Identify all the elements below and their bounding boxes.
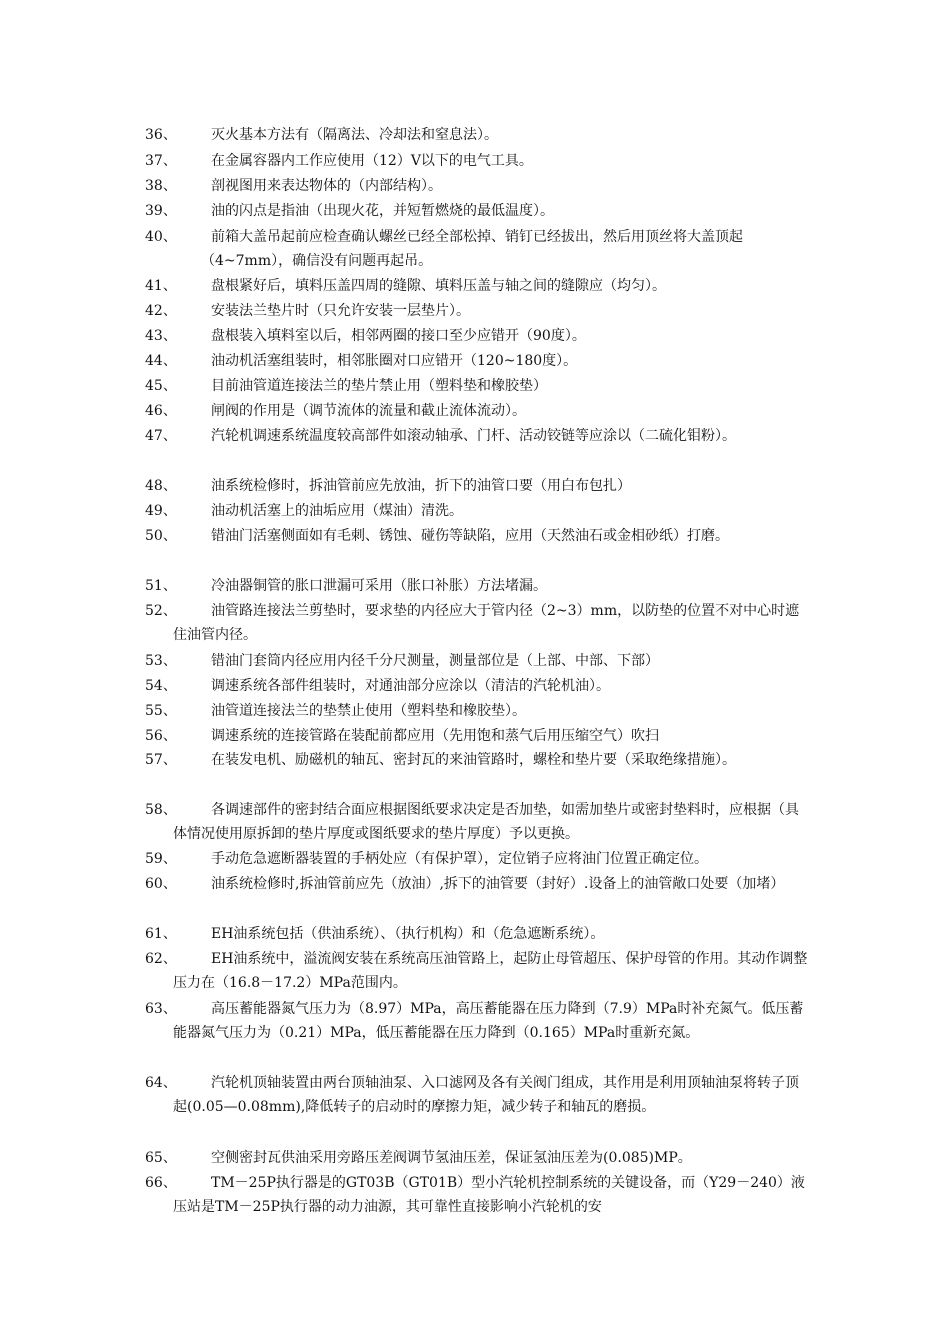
list-item	[145, 1147, 810, 1171]
item-text: 盘根装入填料室以后，相邻两圈的接口至少应错开（90度）。	[211, 328, 586, 344]
item-text: 目前油管道连接法兰的垫片禁止用（塑料垫和橡胶垫）	[211, 378, 547, 394]
list-item	[145, 799, 810, 846]
item-text: 调速系统的连接管路在装配前都应用（先用饱和蒸气后用压缩空气）吹扫	[211, 728, 659, 744]
item-text: 油管路连接法兰剪垫时，要求垫的内径应大于管内径（2~3）mm，以防垫的位置不对中心时遮住油管内径。	[173, 603, 800, 643]
item-number: 65、	[145, 1150, 177, 1166]
item-number: 41、	[145, 278, 177, 294]
list-item	[145, 923, 810, 947]
item-number: 56、	[145, 728, 177, 744]
item-text: 油系统检修时,拆油管前应先（放油）,拆下的油管要（封好）.设备上的油管敞口处要（加堵）	[211, 876, 785, 892]
list-item	[145, 400, 810, 424]
item-number: 63、	[145, 1001, 177, 1017]
item-text: 剖视图用来表达物体的（内部结构）。	[211, 178, 442, 194]
item-number: 44、	[145, 353, 177, 369]
list-item	[145, 1172, 810, 1219]
list-item	[145, 650, 810, 674]
item-text: 错油门套筒内径应用内径千分尺测量，测量部位是（上部、中部、下部）	[211, 653, 659, 669]
list-item	[145, 948, 810, 995]
list-item	[145, 175, 810, 199]
item-text: 闸阀的作用是（调节流体的流量和截止流体流动）。	[211, 403, 526, 419]
list-item	[145, 375, 810, 399]
item-text: 盘根紧好后，填料压盖四周的缝隙、填料压盖与轴之间的缝隙应（均匀）。	[211, 278, 666, 294]
list-item	[145, 475, 810, 499]
item-text: EH油系统中，溢流阀安装在系统高压油管路上，起防止母管超压、保护母管的作用。其动作调整压力在（16.8－17.2）MPa范围内。	[173, 951, 808, 991]
item-text: 在金属容器内工作应使用（12）V以下的电气工具。	[211, 153, 533, 169]
item-text: 冷油器铜管的胀口泄漏可采用（胀口补胀）方法堵漏。	[211, 578, 547, 594]
list-item	[145, 350, 810, 374]
item-number: 61、	[145, 926, 177, 942]
item-number: 52、	[145, 603, 177, 619]
item-number: 62、	[145, 951, 177, 967]
item-number: 38、	[145, 178, 177, 194]
item-number: 57、	[145, 752, 177, 768]
item-number: 55、	[145, 703, 177, 719]
item-number: 39、	[145, 203, 177, 219]
list-item	[145, 575, 810, 599]
item-number: 40、	[145, 229, 177, 245]
list-item	[145, 725, 810, 749]
item-text: 空侧密封瓦供油采用旁路压差阀调节氢油压差，保证氢油压差为(0.085)MP。	[211, 1150, 692, 1166]
list-item	[145, 425, 810, 449]
item-text: 油管道连接法兰的垫禁止使用（塑料垫和橡胶垫）。	[211, 703, 526, 719]
item-number: 37、	[145, 153, 177, 169]
list-item	[145, 525, 810, 549]
list-item	[145, 226, 810, 273]
item-number: 43、	[145, 328, 177, 344]
item-text: TM－25P执行器是的GT03B（GT01B）型小汽轮机控制系统的关键设备，而（Y29－240）液压站是TM－25P执行器的动力油源，其可靠性直接影响小汽轮机的安	[173, 1175, 805, 1215]
item-text: 调速系统各部件组装时，对通油部分应涂以（清洁的汽轮机油）。	[211, 678, 610, 694]
list-item	[145, 275, 810, 299]
item-text: 汽轮机调速系统温度较高部件如滚动轴承、门杆、活动铰链等应涂以（二硫化钼粉）。	[211, 428, 736, 444]
item-number: 45、	[145, 378, 177, 394]
item-number: 42、	[145, 303, 177, 319]
list-item	[145, 325, 810, 349]
item-text: 灭火基本方法有（隔离法、冷却法和窒息法）。	[211, 127, 498, 143]
item-number: 48、	[145, 478, 177, 494]
item-text: 油动机活塞组装时，相邻胀圈对口应错开（120~180度）。	[211, 353, 578, 369]
list-item	[145, 124, 810, 148]
item-number: 60、	[145, 876, 177, 892]
item-number: 36、	[145, 127, 177, 143]
item-number: 49、	[145, 503, 177, 519]
item-text: 汽轮机顶轴装置由两台顶轴油泵、入口滤网及各有关阀门组成，其作用是利用顶轴油泵将转子顶起(0.05—0.08mm),降低转子的启动时的摩擦力矩，减少转子和轴瓦的磨损。	[173, 1075, 799, 1115]
item-number: 64、	[145, 1075, 177, 1091]
item-number: 51、	[145, 578, 177, 594]
item-text: 油的闪点是指油（出现火花，并短暂燃烧的最低温度）。	[211, 203, 554, 219]
list-item	[145, 200, 810, 224]
list-item	[145, 700, 810, 724]
list-item	[145, 300, 810, 324]
item-number: 50、	[145, 528, 177, 544]
item-text: 油系统检修时，拆油管前应先放油，折下的油管口要（用白布包扎）	[211, 478, 631, 494]
item-number: 59、	[145, 851, 177, 867]
item-number: 54、	[145, 678, 177, 694]
item-text: 在装发电机、励磁机的轴瓦、密封瓦的来油管路时，螺栓和垫片要（采取绝缘措施）。	[211, 752, 736, 768]
item-text: 手动危急遮断器装置的手柄处应（有保护罩），定位销子应将油门位置正确定位。	[211, 851, 708, 867]
list-item	[145, 1072, 810, 1119]
list-item	[145, 848, 810, 872]
list-item	[145, 600, 810, 647]
item-text: 各调速部件的密封结合面应根据图纸要求决定是否加垫，如需加垫片或密封垫料时，应根据（具体情况使用原拆卸的垫片厚度或图纸要求的垫片厚度）予以更换。	[173, 802, 799, 842]
item-number: 47、	[145, 428, 177, 444]
list-item	[145, 998, 810, 1045]
item-number: 66、	[145, 1175, 177, 1191]
item-text: 错油门活塞侧面如有毛刺、锈蚀、碰伤等缺陷，应用（天然油石或金相砂纸）打磨。	[211, 528, 729, 544]
list-item	[145, 749, 810, 773]
item-text: 安装法兰垫片时（只允许安装一层垫片）。	[211, 303, 470, 319]
item-number: 53、	[145, 653, 177, 669]
item-text: EH油系统包括（供油系统）、（执行机构）和（危急遮断系统）。	[211, 926, 605, 942]
list-item	[145, 500, 810, 524]
list-item	[145, 873, 810, 897]
list-item	[145, 675, 810, 699]
item-text: 前箱大盖吊起前应检查确认螺丝已经全部松掉、销钉已经拔出，然后用顶丝将大盖顶起（4~7mm），确信没有问题再起吊。	[201, 229, 743, 269]
item-number: 46、	[145, 403, 177, 419]
list-item	[145, 150, 810, 174]
item-text: 高压蓄能器氮气压力为（8.97）MPa，高压蓄能器在压力降到（7.9）MPa时补充氮气。低压蓄能器氮气压力为（0.21）MPa，低压蓄能器在压力降到（0.165）MPa时重新充氮。	[173, 1001, 804, 1041]
item-text: 油动机活塞上的油垢应用（煤油）清洗。	[211, 503, 463, 519]
item-number: 58、	[145, 802, 177, 818]
